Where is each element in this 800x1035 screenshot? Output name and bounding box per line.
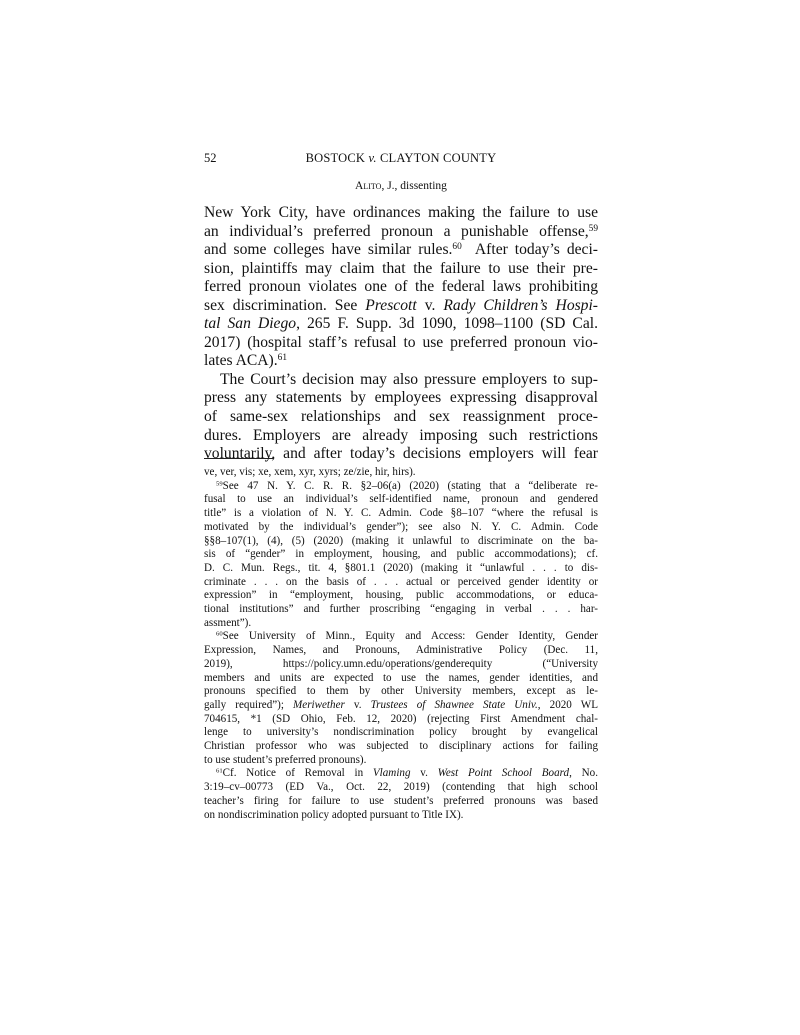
footnote-carryover: ve, ver, vis; xe, xem, xyr, xyrs; ze/zie, hir, hirs). xyxy=(204,466,416,478)
footnote-59 xyxy=(204,480,598,631)
opinion-line xyxy=(204,180,598,192)
footnote-line: members and units are expected to use the names, gender identities, and xyxy=(204,671,598,684)
footnote-ref-59[interactable]: 59 xyxy=(588,223,598,234)
text-span: an individual’s preferred pronoun a punishable offense, xyxy=(204,222,589,240)
footnote-line xyxy=(204,699,598,713)
footnote-line xyxy=(204,480,598,494)
footnote-line: sis of “gender” in employment, housing, and public accommodations); cf. xyxy=(204,548,598,561)
footnotes xyxy=(204,466,598,822)
text-line: voluntarily, and after today’s decisions employers will fear xyxy=(204,445,598,463)
policy-url[interactable]: 2019), https://policy.umn.edu/operations/genderequity (“University xyxy=(204,657,598,670)
footnote-line: 3:19–cv–00773 (ED Va., Oct. 22, 2019) (contending that high school xyxy=(204,781,598,794)
footnote-line: criminate . . . on the basis of . . . actual or perceived gender identity or xyxy=(204,575,598,588)
footnote-marker: 60 xyxy=(216,630,223,638)
opinion-suffix: , J., dissenting xyxy=(381,180,447,192)
text-span: See University of Minn., Equity and Access: Gender Identity, Gender xyxy=(222,630,598,643)
footnote-line: lenge to university’s nondiscrimination policy brought by evangelical xyxy=(204,726,598,739)
footnote-61 xyxy=(204,767,598,822)
text-span: See 47 N. Y. C. R. R. §2–06(a) (2020) (stating that a “deliberate re- xyxy=(222,479,598,492)
footnote-line: title” is a violation of N. Y. C. Admin. Code §8–107 “where the refusal is xyxy=(204,507,598,520)
text-span: gally required”); xyxy=(204,698,294,711)
case-party-1: BOSTOCK xyxy=(305,151,366,165)
footnote-line: assment”). xyxy=(204,616,252,629)
case-name: West Point School Board xyxy=(437,767,570,780)
text-span: Cf. Notice of Removal in xyxy=(222,767,373,780)
footnote-line: on nondiscrimination policy adopted pursuant to Title IX). xyxy=(204,808,464,821)
footnote-line: motivated by the individual’s gender”); see also N. Y. C. Admin. Code xyxy=(204,520,598,533)
footnote-line xyxy=(204,767,598,781)
text-span: , No. xyxy=(569,767,598,780)
footnote-marker: 61 xyxy=(216,767,223,775)
case-name: Rady Children’s Hospi- xyxy=(443,296,599,314)
body-paragraph-2 xyxy=(204,371,598,464)
footnote-ref-61[interactable]: 61 xyxy=(277,353,287,364)
case-name: Prescott xyxy=(365,296,417,314)
text-line: 2017) (hospital staff’s refusal to use preferred pronoun vio- xyxy=(204,333,598,351)
text-line: press any statements by employees expressing disapproval xyxy=(204,389,598,407)
footnote-divider xyxy=(204,458,274,459)
opinion-author: Alito xyxy=(355,180,382,192)
text-span: v. xyxy=(410,767,438,780)
footnote-line: Expression, Names, and Pronouns, Administrative Policy (Dec. 11, xyxy=(204,644,598,657)
text-line: sion, plaintiffs may claim that the failure to use their pre- xyxy=(204,259,598,277)
text-line xyxy=(204,223,598,242)
text-span: and some colleges have similar rules. xyxy=(204,241,453,259)
text-line: The Court’s decision may also pressure employers to sup- xyxy=(220,370,598,388)
text-line xyxy=(204,241,598,260)
case-versus: v. xyxy=(368,151,377,165)
footnote-line: D. C. Mun. Regs., tit. 4, §801.1 (2020) (making it “unlawful . . . to dis- xyxy=(204,561,598,574)
text-span: lates ACA). xyxy=(204,352,278,370)
case-name: Meriwether xyxy=(293,698,345,711)
footnote-ref-60[interactable]: 60 xyxy=(452,241,462,252)
page-number: 52 xyxy=(204,151,217,165)
text-span: v. xyxy=(344,698,371,711)
case-name: Vlaming xyxy=(372,767,411,780)
text-line xyxy=(204,297,598,316)
footnote-line: teacher’s firing for failure to use student’s preferred pronouns was based xyxy=(204,794,598,807)
footnote-line: pronouns specified to them by other University members, except as le- xyxy=(204,685,598,698)
case-party-2: CLAYTON COUNTY xyxy=(379,151,497,165)
footnote-line: fusal to use an individual’s self-identified name, pronoun and gendered xyxy=(204,493,598,506)
text-span: , 2020 WL xyxy=(537,698,598,711)
footnote-line: §§8–107(1), (4), (5) (2020) (making it unlawful to discriminate on the ba- xyxy=(204,534,598,547)
case-name: Trustees of Shawnee State Univ. xyxy=(370,698,538,711)
footnote-line: Christian professor who was subjected to disciplinary actions for failing xyxy=(204,740,598,753)
text-span: v. xyxy=(416,296,444,314)
footnote-line: expression” in “employment, housing, public accommodations, or educa- xyxy=(204,589,598,602)
text-line: of same-sex relationships and sex reassignment proce- xyxy=(204,408,598,426)
body-paragraph-1 xyxy=(204,204,598,371)
text-span: sex discrimination. See xyxy=(204,296,366,314)
text-line xyxy=(204,352,598,371)
footnote-60 xyxy=(204,630,598,767)
footnote-line: tional institutions” and further proscribing “engaging in verbal . . . har- xyxy=(204,603,598,616)
text-span: , 265 F. Supp. 3d 1090, 1098–1100 (SD Cal. xyxy=(296,315,598,333)
footnote-line xyxy=(204,658,598,672)
text-line: ferred pronoun violates one of the federal laws prohibiting xyxy=(204,278,598,296)
case-name: tal San Diego xyxy=(204,315,297,333)
page-header xyxy=(204,151,598,171)
text-line: dures. Employers are already imposing such restrictions xyxy=(204,426,598,444)
footnote-line: 704615, *1 (SD Ohio, Feb. 12, 2020) (rejecting First Amendment chal- xyxy=(204,712,598,725)
footnote-marker: 59 xyxy=(216,480,223,488)
body-text xyxy=(204,204,598,464)
text-line xyxy=(204,315,598,334)
footnote-line: to use student’s preferred pronouns). xyxy=(204,753,367,766)
case-title xyxy=(204,151,598,166)
footnote-line xyxy=(204,630,598,644)
text-span: After today’s deci- xyxy=(474,241,598,259)
text-line: New York City, have ordinances making the failure to use xyxy=(204,204,598,221)
